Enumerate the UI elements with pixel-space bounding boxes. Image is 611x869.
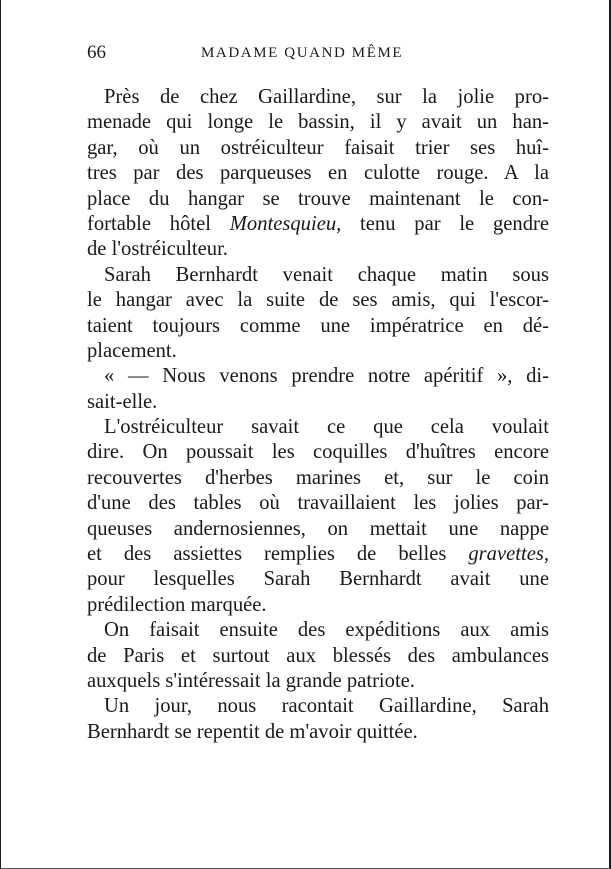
text-line: taient toujours comme une impératrice en dé- [87, 314, 549, 337]
text-line: menade qui longe le bassin, il y avait un han- [87, 111, 549, 134]
text-line: le hangar avec la suite de ses amis, qui l'escor- [87, 289, 549, 312]
text-line: gar, où un ostréiculteur faisait trier ses huî- [87, 136, 549, 159]
text-line: placement. [87, 339, 177, 362]
text-line: dire. On poussait les coquilles d'huîtres encore [87, 441, 549, 464]
text-line: sait-elle. [87, 390, 158, 413]
text-line: « — Nous venons prendre notre apéritif », di- [104, 365, 549, 388]
running-title: MADAME QUAND MÊME [201, 45, 404, 61]
text-line: L'ostréiculteur savait ce que cela voulait [104, 416, 549, 439]
text-line: de Paris et surtout aux blessés des ambulances [87, 644, 549, 667]
paragraph [87, 263, 549, 365]
page-number: 66 [87, 42, 106, 63]
text-line: Sarah Bernhardt venait chaque matin sous [104, 263, 549, 286]
paragraph [87, 694, 549, 745]
text-segment: fortable hôtel [87, 212, 230, 235]
text-line: On faisait ensuite des expéditions aux amis [104, 619, 549, 642]
text-line: Bernhardt se repentit de m'avoir quittée. [87, 720, 418, 743]
text-line: pour lesquelles Sarah Bernhardt avait une [87, 568, 549, 591]
text-line: prédilection marquée. [87, 593, 267, 616]
text-segment: et des assiettes remplies de belles [87, 543, 469, 566]
text-line: Un jour, nous racontait Gaillardine, Sarah [104, 695, 549, 718]
text-line: place du hangar se trouve maintenant le con- [87, 187, 549, 210]
text-line [87, 542, 549, 567]
paragraph [87, 364, 549, 415]
text-line: de l'ostréiculteur. [87, 238, 228, 261]
text-line: d'une des tables où travaillaient les jolies par- [87, 492, 549, 515]
body-text [87, 85, 549, 745]
paragraph [87, 618, 549, 694]
text-line: Près de chez Gaillardine, sur la jolie pro- [104, 86, 549, 108]
text-line: tres par des parqueuses en culotte rouge. A la [87, 162, 549, 185]
paragraph [87, 85, 549, 263]
running-head [87, 42, 549, 64]
text-segment: tenu par le gendre [341, 212, 549, 235]
text-line: queuses andernosiennes, on mettait une nappe [87, 517, 549, 540]
italic-text: gravettes, [468, 543, 549, 566]
paragraph [87, 415, 549, 618]
text-line: recouvertes d'herbes marines et, sur le coin [87, 466, 549, 489]
text-line [87, 212, 549, 237]
italic-text: Montesquieu, [229, 212, 342, 235]
text-line: auxquels s'intéressait la grande patriote. [87, 669, 415, 692]
